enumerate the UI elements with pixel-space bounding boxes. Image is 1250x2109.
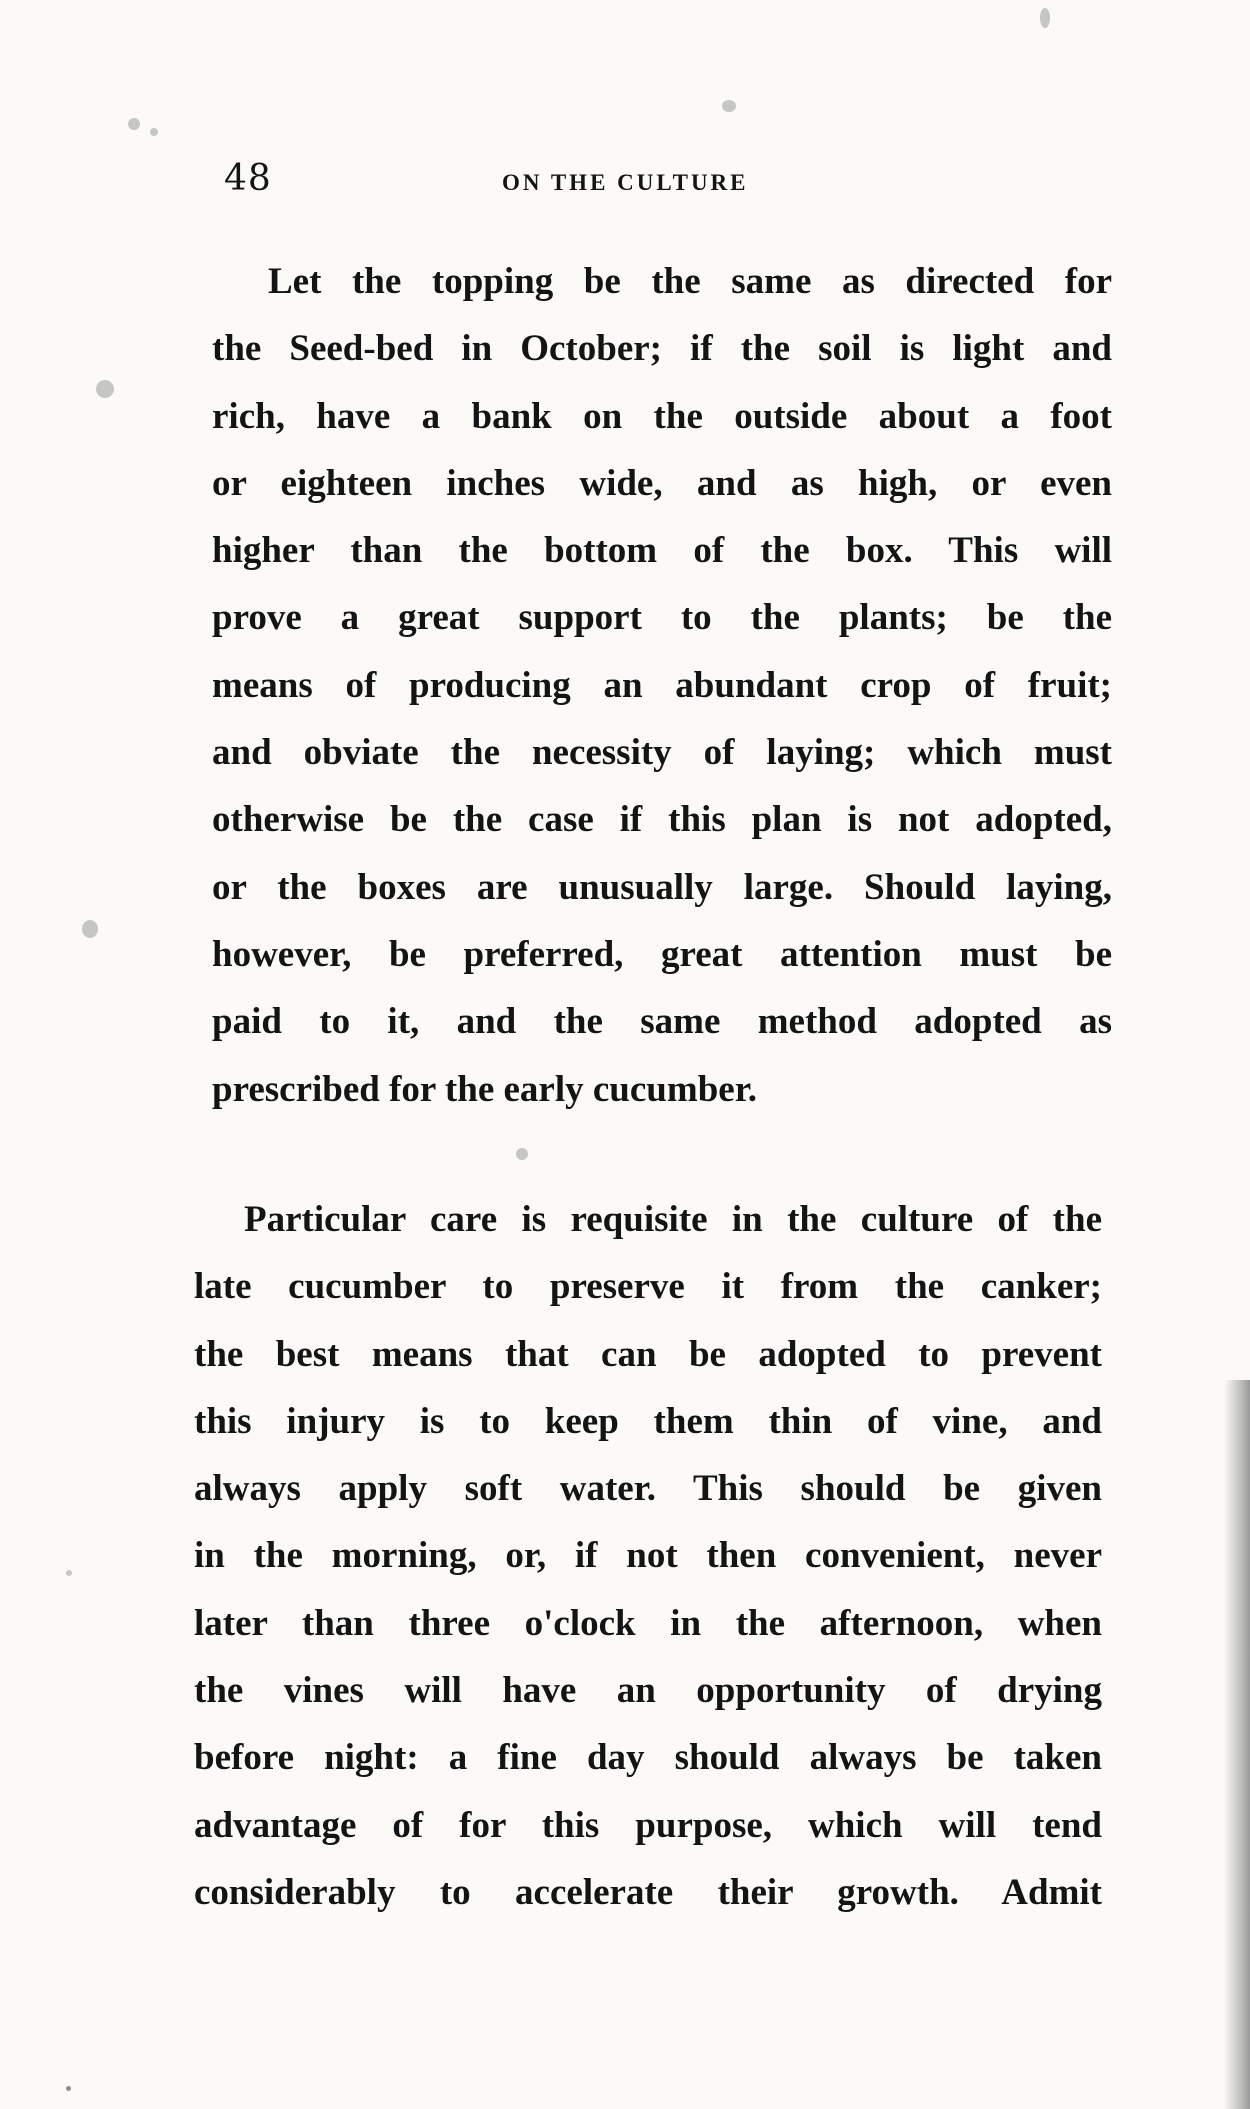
text-line: the Seed-bed in October; if the soil is light and — [212, 328, 1112, 370]
page-number: 48 — [224, 158, 272, 199]
scan-speck — [96, 380, 114, 398]
text-line: paid to it, and the same method adopted as — [212, 1001, 1112, 1043]
text-line: higher than the bottom of the box. This will — [212, 530, 1112, 572]
scan-speck — [66, 2086, 71, 2091]
text-line: the best means that can be adopted to prevent — [194, 1333, 1102, 1375]
text-line: rich, have a bank on the outside about a foot — [212, 395, 1112, 437]
text-line: advantage of for this purpose, which will tend — [194, 1804, 1102, 1846]
text-line: the vines will have an opportunity of drying — [194, 1670, 1102, 1712]
text-line: or the boxes are unusually large. Should laying, — [212, 866, 1112, 908]
text-line: and obviate the necessity of laying; which must — [212, 732, 1112, 774]
text-line: late cucumber to preserve it from the canker; — [194, 1266, 1102, 1308]
text-line: otherwise be the case if this plan is not adopted, — [212, 799, 1112, 841]
text-line: Particular care is requisite in the culture of the — [244, 1199, 1102, 1240]
page-edge-shadow — [1224, 1380, 1250, 2109]
text-line: means of producing an abundant crop of fruit; — [212, 664, 1112, 706]
text-line: considerably to accelerate their growth. Admit — [194, 1871, 1102, 1913]
text-line: prescribed for the early cucumber. — [212, 1068, 757, 1110]
scan-speck — [516, 1148, 528, 1160]
text-line: however, be preferred, great attention must be — [212, 933, 1112, 975]
text-line: in the morning, or, if not then convenient, never — [194, 1535, 1102, 1577]
scan-speck — [66, 1570, 72, 1576]
text-line: always apply soft water. This should be given — [194, 1468, 1102, 1510]
page-header — [224, 158, 1124, 208]
scan-speck — [82, 920, 98, 938]
text-line: later than three o'clock in the afternoon, when — [194, 1602, 1102, 1644]
scan-speck — [1040, 8, 1050, 28]
text-line: prove a great support to the plants; be the — [212, 597, 1112, 639]
running-head: ON THE CULTURE — [502, 170, 749, 195]
paragraph-topping — [212, 248, 1112, 1123]
scan-speck — [150, 128, 158, 136]
paragraph-canker — [194, 1186, 1102, 1926]
text-line: this injury is to keep them thin of vine, and — [194, 1400, 1102, 1442]
text-line: before night: a fine day should always be taken — [194, 1737, 1102, 1779]
text-line: or eighteen inches wide, and as high, or even — [212, 462, 1112, 504]
text-line: Let the topping be the same as directed for — [268, 261, 1112, 302]
scan-speck — [722, 100, 736, 112]
scan-speck — [128, 118, 140, 130]
